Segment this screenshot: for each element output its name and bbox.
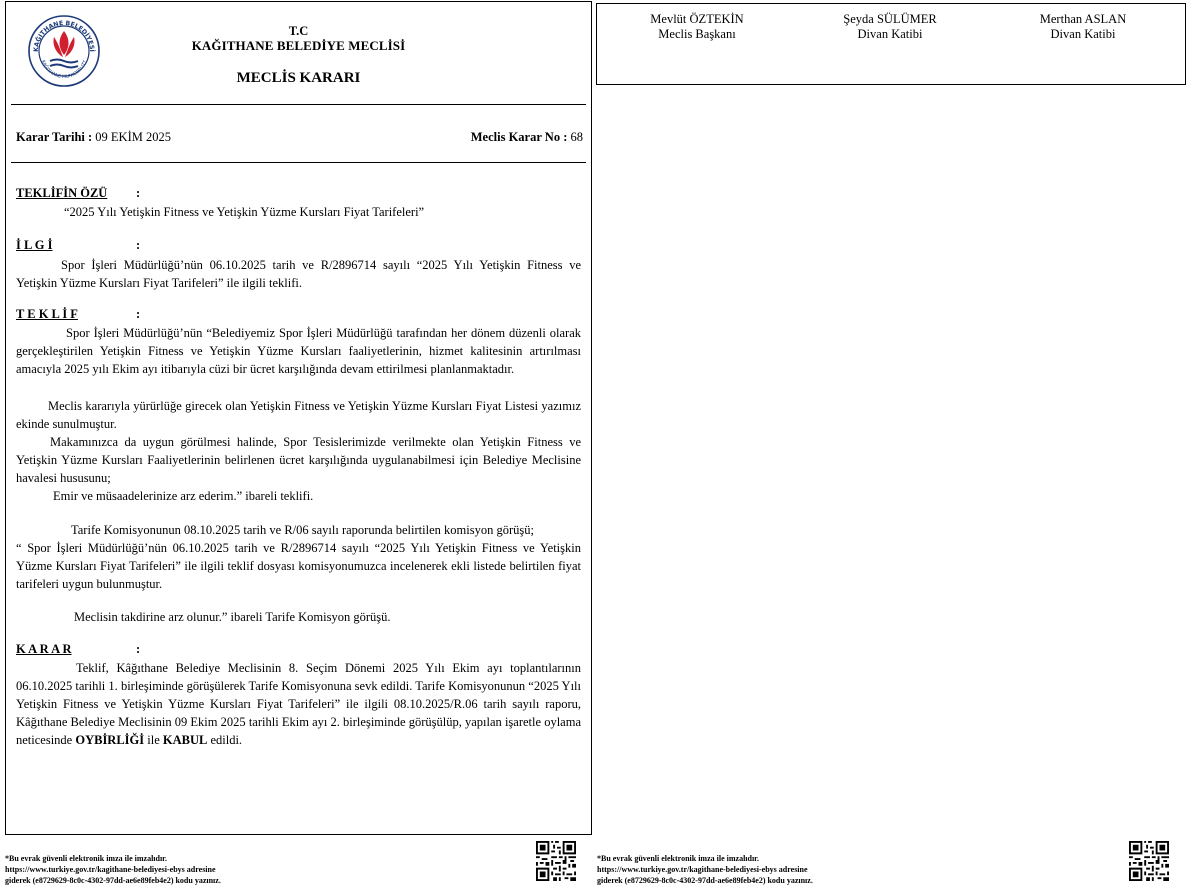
meta-divider — [11, 162, 586, 163]
section-title-ilgi: İ L G İ — [16, 238, 53, 252]
municipality-logo — [28, 15, 100, 87]
section-colon: : — [136, 238, 141, 252]
section-colon: : — [136, 642, 141, 656]
karar-connector: ile — [147, 733, 160, 747]
logo-bottom-text: KAĞITHANE MUNICIPALITY — [39, 59, 89, 81]
decision-date-value: 09 EKİM 2025 — [95, 130, 171, 144]
signatory-role: Divan Katibi — [857, 27, 923, 41]
section-colon: : — [136, 186, 141, 200]
signatory-role: Meclis Başkanı — [658, 27, 736, 41]
commission-paragraph-3: Meclisin takdirine arz olunur.” ibareli Tarife Komisyon görüşü. — [74, 610, 391, 624]
document-page-1 — [5, 1, 592, 835]
header-document-title: MECLİS KARARI — [236, 70, 361, 86]
karar-body: Teklif, Kâğıthane Belediye Meclisinin 8. Seçim Dönemi 2025 Yılı Ekim ayı toplantılarının 06.10.2025 tarihli 1. birleşiminde görüşülerek Tarife Komisyonuna sevk edildi. Tarife Komisyonunun “2025 Yılı Yetişkin Fitness ve Yetişkin Yüzme Kursları Fiyat Tarifeleri” ile ilgili 08.10.2025/R.06 tarih sayılı raporu, Kâğıthane Belediye Meclisinin 09 Ekim 2025 tarihli Ekim ayı 2. birleşiminde görüşülüp, yapılan işaretle oylama neticesinde — [16, 661, 581, 747]
decision-number — [471, 130, 583, 145]
teklif-paragraph-3: Makamınızca da uygun görülmesi halinde, Spor Tesislerimizde verilmekte olan Yetişkin Fitness ve Yetişkin Yüzme Kursları Faaliyetlerinin belirlenen ücret karşılığında uygulanabilmesi için Belediye Meclisine havalesi hususunu; — [16, 435, 581, 485]
karar-accepted: KABUL — [162, 733, 208, 747]
footer-line-2: https://www.turkiye.gov.tr/kagithane-belediyesi-ebys adresine — [5, 865, 216, 874]
section-colon: : — [136, 307, 141, 321]
teklif-paragraph-2: Meclis kararıyla yürürlüğe girecek olan Yetişkin Fitness ve Yetişkin Yüzme Kursları Fiyat Listesi yazımız ekinde sunulmuştur. — [16, 399, 581, 431]
ozu-text: “2025 Yılı Yetişkin Fitness ve Yetişkin Yüzme Kursları Fiyat Tarifeleri” — [64, 205, 425, 219]
ilgi-text: Spor İşleri Müdürlüğü’nün 06.10.2025 tarih ve R/2896714 sayılı “2025 Yılı Yetişkin Fitness ve Yetişkin Yüzme Kursları Fiyat Tarifeleri” ile ilgili teklifi. — [16, 258, 581, 290]
signatory-name: Şeyda SÜLÜMER — [843, 12, 937, 26]
signatory-name: Merthan ASLAN — [1039, 12, 1127, 26]
decision-number-value: 68 — [570, 130, 583, 144]
karar-unanimous: OYBİRLİĞİ — [75, 733, 145, 747]
qr-code-icon — [1129, 841, 1169, 881]
signature-block — [1003, 12, 1163, 42]
footer-line-1: *Bu evrak güvenli elektronik imza ile imzalıdır. — [597, 854, 759, 863]
footer-line-3: giderek (e8729629-8c0c-4302-97dd-ae6e89feb4e2) kodu yazınız. — [5, 876, 221, 885]
signature-block — [810, 12, 970, 42]
signatory-name: Mevlüt ÖZTEKİN — [650, 12, 744, 26]
section-title-karar: K A R A R — [16, 642, 72, 656]
qr-code-icon — [536, 841, 576, 881]
section-title-teklif: T E K L İ F — [16, 307, 78, 321]
header-divider — [11, 104, 586, 105]
footer-esign-notice-1 — [5, 853, 221, 886]
footer-line-3: giderek (e8729629-8c0c-4302-97dd-ae6e89feb4e2) kodu yazınız. — [597, 876, 813, 885]
teklif-paragraph-4: Emir ve müsaadelerinize arz ederim.” ibareli teklifi. — [53, 489, 314, 503]
section-title-ozu: TEKLİFİN ÖZÜ — [16, 186, 108, 200]
decision-date-label: Karar Tarihi : — [16, 130, 93, 144]
logo-top-text: KAĞITHANE BELEDİYESİ — [32, 19, 96, 53]
decision-number-label: Meclis Karar No : — [470, 130, 568, 144]
signature-block — [617, 12, 777, 42]
decision-date — [16, 130, 171, 145]
footer-line-1: *Bu evrak güvenli elektronik imza ile imzalıdır. — [5, 854, 167, 863]
karar-text — [16, 659, 581, 749]
commission-paragraph-2: “ Spor İşleri Müdürlüğü’nün 06.10.2025 tarih ve R/2896714 sayılı “2025 Yılı Yetişkin Fitness ve Yetişkin Yüzme Kursları Fiyat Tarifeleri” ile ilgili teklif dosyası komisyonumuzca incelenerek ekli listede belirtilen fiyat tarifeleri uygun bulunmuştur. — [16, 541, 581, 591]
header-council-name: KAĞITHANE BELEDİYE MECLİSİ — [191, 38, 406, 53]
footer-line-2: https://www.turkiye.gov.tr/kagithane-belediyesi-ebys adresine — [597, 865, 808, 874]
signatory-role: Divan Katibi — [1050, 27, 1116, 41]
teklif-paragraph-1: Spor İşleri Müdürlüğü’nün “Belediyemiz Spor İşleri Müdürlüğü tarafından her dönem düzenli olarak gerçekleştirilen Yetişkin Fitness ve Yetişkin Yüzme Kursları faaliyetlerinin, hizmet kalitesinin artırılması amacıyla 2025 yılı Ekim ayı itibarıyla cüzi bir ücret karşılığında devam ettirilmesi planlanmaktadır. — [16, 326, 581, 376]
document-page-2 — [596, 3, 1186, 85]
header-tc: T.C — [288, 24, 309, 38]
footer-esign-notice-2 — [597, 853, 813, 886]
commission-paragraph-1: Tarife Komisyonunun 08.10.2025 tarih ve R/06 sayılı raporunda belirtilen komisyon görüşü; — [71, 523, 534, 537]
karar-end: edildi. — [210, 733, 243, 747]
